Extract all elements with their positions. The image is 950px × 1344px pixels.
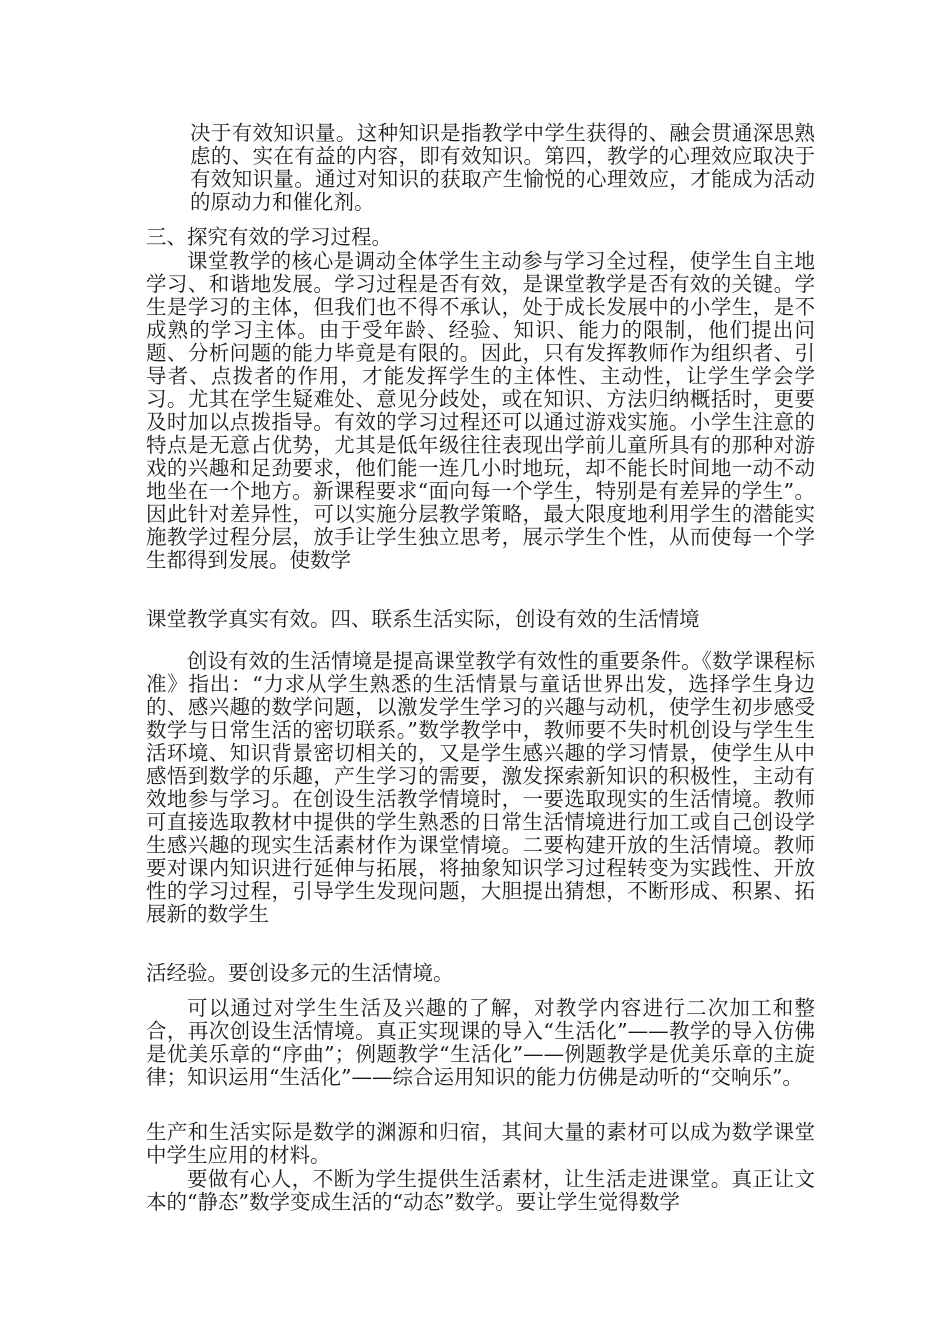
section-four-run-line: 课堂教学真实有效。四、联系生活实际，创设有效的生活情境 bbox=[146, 607, 700, 631]
life-situation-paragraph: 可以通过对学生生活及兴趣的了解，对教学内容进行二次加工和整合，再次创设生活情境。真正实现课的导入“生活化”——教学的导入仿佛是优美乐章的“序曲”；例题教学“生活化”——例题教学是优美乐章的主旋律；知识运用“生活化”——综合运用知识的能力仿佛是动听的“交响乐”。 bbox=[146, 996, 815, 1089]
section-three-heading: 三、探究有效的学习过程。 bbox=[146, 225, 392, 249]
attentive-teacher-paragraph: 要做有心人，不断为学生提供生活素材，让生活走进课堂。真正让文本的“静态”数学变成生活的“动态”数学。要让学生觉得数学 bbox=[146, 1167, 815, 1214]
section-three-paragraph: 课堂教学的核心是调动全体学生主动参与学习全过程，使学生自主地学习、和谐地发展。学习过程是否有效，是课堂教学是否有效的关键。学生是学习的主体，但我们也不得不承认，处于成长发展中的小学生，是不成熟的学习主体。由于受年龄、经验、知识、能力的限制，他们提出问题、分析问题的能力毕竟是有限的。因此，只有发挥教师作为组织者、引导者、点拨者的作用，才能发挥学生的主体性、主动性，让学生学会学习。尤其在学生疑难处、意见分歧处，或在知识、方法归纳概括时，更要及时加以点拨指导。有效的学习过程还可以通过游戏实施。小学生注意的特点是无意占优势，尤其是低年级往往表现出学前儿童所具有的那种对游戏的兴趣和足劲要求，他们能一连几小时地玩，却不能长时间地一动不动地坐在一个地方。新课程要求“面向每一个学生，特别是有差异的学生”。因此针对差异性，可以实施分层教学策略，最大限度地利用学生的潜能实施教学过程分层，放手让学生独立思考，展示学生个性，从而使每一个学生都得到发展。使数学 bbox=[146, 249, 815, 572]
section-four-run-line-2: 活经验。要创设多元的生活情境。 bbox=[146, 961, 454, 985]
production-life-paragraph: 生产和生活实际是数学的渊源和归宿，其间大量的素材可以成为数学课堂中学生应用的材料。 bbox=[146, 1120, 815, 1167]
section-four-paragraph: 创设有效的生活情境是提高课堂教学有效性的重要条件。《数学课程标准》指出：“力求从学生熟悉的生活情景与童话世界出发，选择学生身边的、感兴趣的数学问题，以激发学生学习的兴趣与动机，使学生初步感受数学与日常生活的密切联系。”数学教学中，教师要不失时机创设与学生生活环境、知识背景密切相关的，又是学生感兴趣的学习情景，使学生从中感悟到数学的乐趣，产生学习的需要，激发探索新知识的积极性，主动有效地参与学习。在创设生活教学情境时，一要选取现实的生活情境。教师可直接选取教材中提供的学生熟悉的日常生活情境进行加工或自己创设学生感兴趣的现实生活素材作为课堂情境。二要构建开放的生活情境。教师要对课内知识进行延伸与拓展，将抽象知识学习过程转变为实践性、开放性的学习过程，引导学生发现问题，大胆提出猜想，不断形成、积累、拓展新的数学生 bbox=[146, 649, 815, 926]
intro-list-paragraph: 决于有效知识量。这种知识是指教学中学生获得的、融会贯通深思熟虑的、实在有益的内容，即有效知识。第四，教学的心理效应取决于有效知识量。通过对知识的获取产生愉悦的心理效应，才能成为活动的原动力和催化剂。 bbox=[190, 121, 815, 214]
